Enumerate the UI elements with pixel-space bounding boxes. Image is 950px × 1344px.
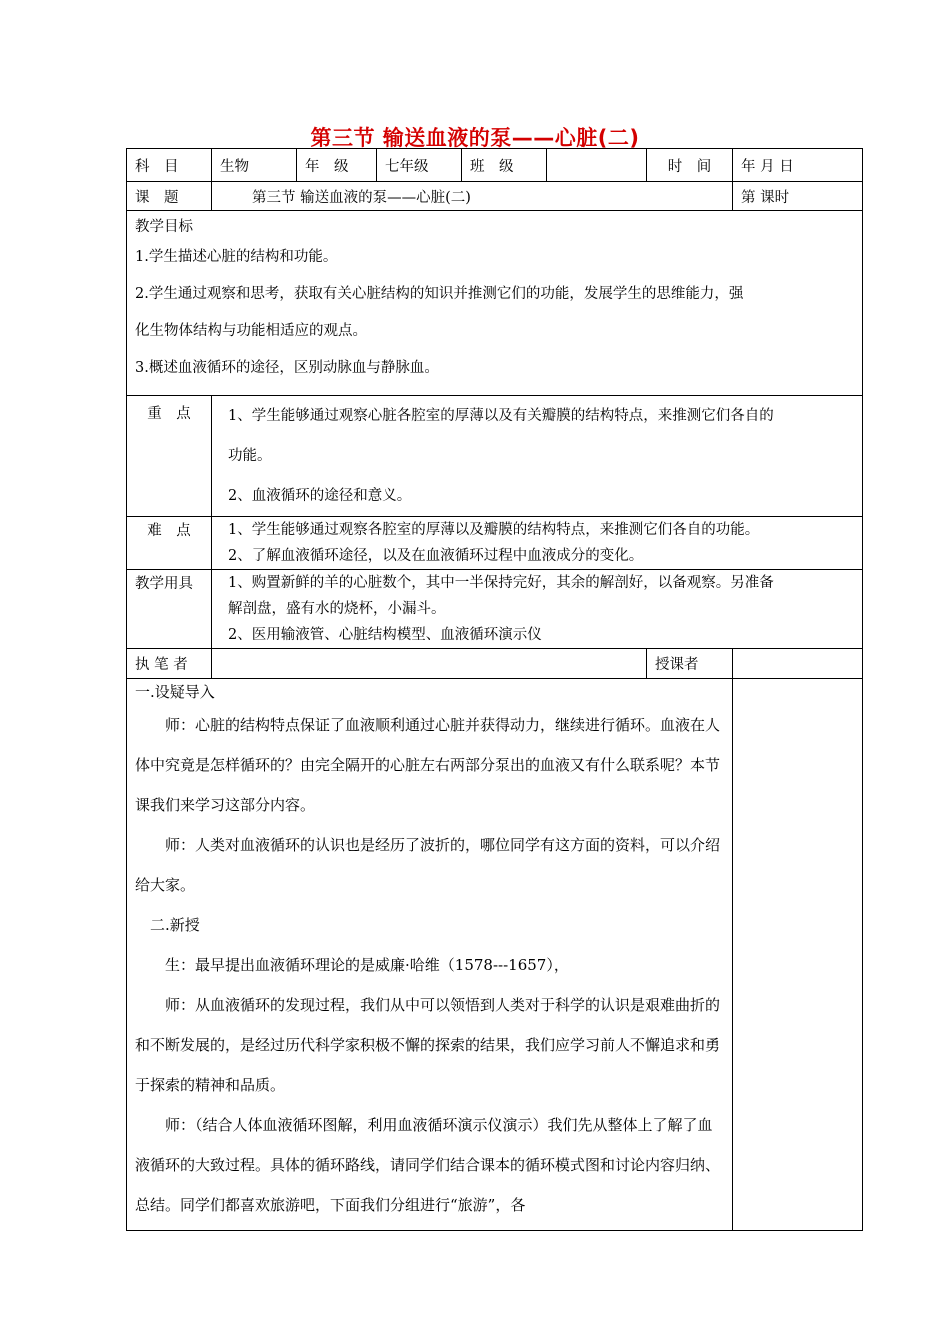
tools-line-1: 1、购置新鲜的羊的心脏数个，其中一半保持完好，其余的解剖好，以备观察。另准备 — [228, 575, 774, 591]
difficult-point-line-1: 1、学生能够通过观察各腔室的厚薄以及瓣膜的结构特点，来推测它们各自的功能。 — [228, 522, 760, 538]
header-row — [127, 149, 863, 182]
tools-label: 教学用具 — [127, 570, 212, 649]
key-point-line-3: 2、血液循环的途径和意义。 — [228, 488, 412, 504]
key-point-line-2: 功能。 — [228, 448, 272, 464]
lesson-body-row — [127, 679, 863, 1231]
body-paragraph-5: 师：（结合人体血液循环图解，利用血液循环演示仪演示）我们先从整体上了解了血液循环的大致过程。具体的循环路线，请同学们结合课本的循环模式图和讨论内容归纳、总结。同学们都喜欢旅游吧，下面我们分组进行“旅游”，各 — [135, 1116, 721, 1214]
grade-label: 年 级 — [297, 149, 377, 182]
key-points-label: 重 点 — [127, 396, 212, 517]
objective-1: 1.学生描述心脏的结构和功能。 — [135, 249, 338, 265]
tools-row — [127, 570, 863, 649]
tools-line-2: 解剖盘，盛有水的烧杯，小漏斗。 — [228, 601, 446, 617]
key-point-line-1: 1、学生能够通过观察心脏各腔室的厚薄以及有关瓣膜的结构特点，来推测它们各自的 — [228, 408, 774, 424]
class-value — [547, 149, 647, 182]
section-2-heading: 二.新授 — [150, 916, 200, 934]
topic-row — [127, 182, 863, 211]
section-1-heading: 一.设疑导入 — [135, 683, 215, 701]
body-paragraph-2: 师：人类对血液循环的认识也是经历了波折的，哪位同学有这方面的资料，可以介绍给大家。 — [135, 836, 721, 894]
tools-line-3: 2、医用输液管、心脏结构模型、血液循环演示仪 — [228, 627, 542, 643]
class-label: 班 级 — [462, 149, 547, 182]
time-value: 年 月 日 — [733, 149, 863, 182]
writer-label: 执 笔 者 — [127, 649, 212, 679]
page-title: 第三节 输送血液的泵——心脏(二) — [310, 126, 640, 150]
objectives-row — [127, 211, 863, 396]
period-value: 第 课时 — [733, 182, 863, 211]
lecturer-label: 授课者 — [647, 649, 733, 679]
lesson-body — [127, 679, 733, 1231]
lesson-plan-table — [126, 148, 863, 1231]
difficult-point-line-2: 2、了解血液循环途径，以及在血液循环过程中血液成分的变化。 — [228, 548, 644, 564]
objectives-heading: 教学目标 — [135, 219, 193, 235]
objective-2-cont: 化生物体结构与功能相适应的观点。 — [135, 323, 367, 339]
grade-value: 七年级 — [377, 149, 462, 182]
body-paragraph-1: 师：心脏的结构特点保证了血液顺利通过心脏并获得动力，继续进行循环。血液在人体中究竟是怎样循环的？由完全隔开的心脏左右两部分泵出的血液又有什么联系呢？本节课我们来学习这部分内容。 — [135, 716, 721, 814]
subject-value: 生物 — [212, 149, 297, 182]
writer-value — [212, 649, 647, 679]
difficult-points-row — [127, 517, 863, 570]
author-row — [127, 649, 863, 679]
topic-label: 课 题 — [127, 182, 212, 211]
objective-3: 3.概述血液循环的途径，区别动脉血与静脉血。 — [135, 360, 439, 376]
body-paragraph-4: 师：从血液循环的发现过程，我们从中可以领悟到人类对于科学的认识是艰难曲折的和不断发展的，是经过历代科学家积极不懈的探索的结果，我们应学习前人不懈追求和勇于探索的精神和品质。 — [135, 996, 721, 1094]
notes-column — [733, 679, 863, 1231]
body-paragraph-3: 生：最早提出血液循环理论的是威廉·哈维（1578---1657）， — [165, 956, 569, 974]
key-points-row — [127, 396, 863, 517]
objective-2: 2.学生通过观察和思考，获取有关心脏结构的知识并推测它们的功能，发展学生的思维能力，强 — [135, 286, 744, 302]
topic-value: 第三节 输送血液的泵——心脏(二) — [212, 182, 733, 211]
difficult-points-label: 难 点 — [127, 517, 212, 570]
lecturer-value — [733, 649, 863, 679]
subject-label: 科 目 — [127, 149, 212, 182]
time-label: 时 间 — [647, 149, 733, 182]
